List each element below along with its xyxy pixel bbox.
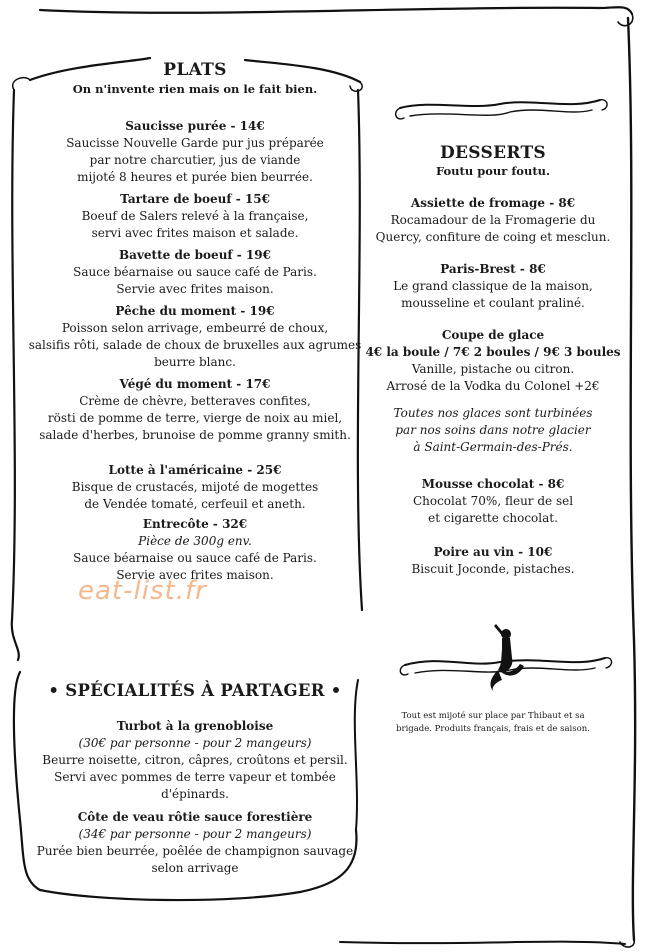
desserts-subtitle: Foutu pour foutu. [435, 164, 551, 178]
menu-item-description: d'épinards. [161, 787, 229, 801]
plats-title: PLATS [163, 60, 227, 80]
specialites-list [20, 718, 370, 877]
menu-item-description: Rocamadour de la Fromagerie du [390, 213, 596, 227]
desserts-list [362, 195, 624, 578]
menu-item-description: selon arrivage [151, 861, 239, 875]
menu-item-name: Pêche du moment - 19€ [115, 304, 275, 318]
plats-list [20, 118, 370, 584]
menu-item-note-line: Toutes nos glaces sont turbinées [393, 406, 593, 420]
menu-item-description: Boeuf de Salers relevé à la française, [81, 209, 309, 223]
menu-item [20, 118, 370, 186]
menu-item [362, 544, 624, 578]
desserts-title: DESSERTS [440, 143, 546, 163]
menu-item-description: Crème de chèvre, betteraves confites, [79, 394, 311, 408]
menu-item-name: Entrecôte - 32€ [142, 517, 248, 531]
menu-item-description: Chocolat 70%, fleur de sel [412, 494, 574, 508]
footer-note-line: Tout est mijoté sur place par Thibaut et sa [401, 711, 585, 721]
menu-item-description: par notre charcutier, jus de viande [89, 153, 301, 167]
menu-item-name: Turbot à la grenobloise [116, 719, 274, 733]
menu-item-description: Quercy, confiture de coing et mesclun. [375, 230, 611, 244]
menu-item [20, 303, 370, 371]
menu-item-name: Mousse chocolat - 8€ [421, 477, 565, 491]
menu-item-note-line: par nos soins dans notre glacier [395, 423, 591, 437]
menu-item [20, 191, 370, 242]
menu-item-note: Pièce de 300g env. [138, 534, 252, 548]
menu-item-name: Tartare de boeuf - 15€ [120, 192, 270, 206]
menu-item-description: rösti de pomme de terre, vierge de noix au miel, [47, 411, 343, 425]
menu-item-price: (30€ par personne - pour 2 mangeurs) [78, 736, 312, 750]
menu-item [20, 718, 370, 803]
menu-item-description: servi avec frites maison et salade. [91, 226, 299, 240]
menu-item [20, 247, 370, 298]
footer-note-line: brigade. Produits français, frais et de saison. [396, 724, 590, 734]
menu-item-description: Sauce béarnaise ou sauce café de Paris. [73, 551, 317, 565]
menu-item-note [362, 405, 624, 456]
menu-item-description: salsifis rôti, salade de choux de bruxelles aux agrumes [28, 338, 362, 352]
menu-item-description: Biscuit Joconde, pistaches. [411, 562, 575, 576]
menu-item-name: Paris-Brest - 8€ [440, 262, 546, 276]
menu-item-price: (34€ par personne - pour 2 mangeurs) [78, 827, 312, 841]
plats-subtitle: On n'invente rien mais on le fait bien. [72, 82, 318, 96]
watermark: eat-list.fr [78, 576, 207, 606]
menu-item-description: Servie avec frites maison. [116, 282, 274, 296]
menu-item-description: Arrosé de la Vodka du Colonel +2€ [386, 379, 600, 393]
menu-item-description: Beurre noisette, citron, câpres, croûtons et persil. [42, 753, 348, 767]
menu-item [20, 516, 370, 584]
menu-item-description: Servie avec frites maison. [116, 568, 274, 582]
menu-item-description: Poisson selon arrivage, embeurré de choux, [61, 321, 329, 335]
menu-item-description: mijoté 8 heures et purée bien beurrée. [77, 170, 313, 184]
menu-item-name: Bavette de boeuf - 19€ [119, 248, 271, 262]
menu-item [20, 376, 370, 444]
menu-item-name: Lotte à l'américaine - 25€ [108, 463, 282, 477]
menu-item-description: Servi avec pommes de terre vapeur et tombée [54, 770, 336, 784]
menu-item-name: Végé du moment - 17€ [119, 377, 271, 391]
footer-note [370, 710, 616, 736]
menu-item-description: Bisque de crustacés, mijoté de mogettes [71, 480, 319, 494]
menu-item-description: salade d'herbes, brunoise de pomme granny smith. [39, 428, 351, 442]
menu-item [362, 195, 624, 246]
menu-item-description: de Vendée tomaté, cerfeuil et aneth. [84, 497, 306, 511]
menu-item-note-line: à Saint-Germain-des-Prés. [413, 440, 573, 454]
menu-item-price: 4€ la boule / 7€ 2 boules / 9€ 3 boules [365, 345, 621, 359]
menu-item-description: Vanille, pistache ou citron. [411, 362, 575, 376]
menu-item-name: Assiette de fromage - 8€ [410, 196, 576, 210]
mermaid-icon [476, 618, 536, 698]
menu-item-description: et cigarette chocolat. [428, 511, 558, 525]
menu-item-description: Sauce béarnaise ou sauce café de Paris. [73, 265, 317, 279]
menu-item [362, 476, 624, 527]
menu-item-description: Purée bien beurrée, poêlée de champignon sauvage [36, 844, 354, 858]
menu-item [20, 809, 370, 877]
menu-item [362, 261, 624, 312]
menu-item-name: Coupe de glace [441, 328, 545, 342]
menu-item-name: Côte de veau rôtie sauce forestière [77, 810, 313, 824]
menu-item [362, 327, 624, 456]
specialites-title: • SPÉCIALITÉS À PARTAGER • [48, 681, 342, 700]
menu-item-description: Saucisse Nouvelle Garde pur jus préparée [66, 136, 324, 150]
menu-item-description: mousseline et coulant praliné. [401, 296, 585, 310]
menu-item-description: Le grand classique de la maison, [393, 279, 593, 293]
menu-item-description: beurre blanc. [154, 355, 236, 369]
menu-item-name: Saucisse purée - 14€ [125, 119, 265, 133]
menu-item-name: Poire au vin - 10€ [433, 545, 553, 559]
menu-item [20, 462, 370, 513]
